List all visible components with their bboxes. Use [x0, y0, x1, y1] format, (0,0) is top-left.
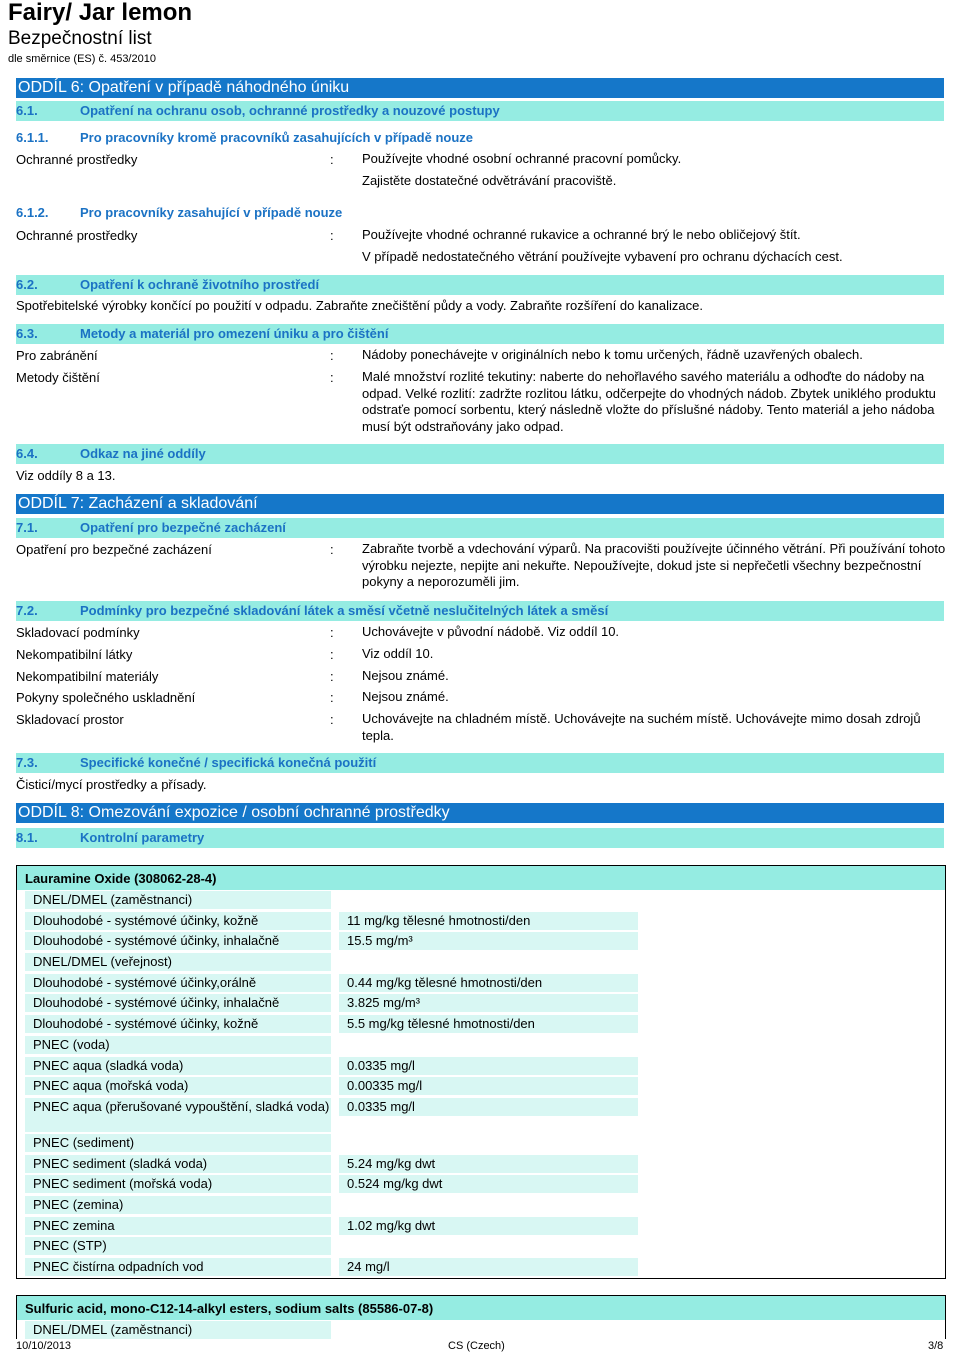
field-value: Nejsou známé. — [362, 668, 449, 683]
field-colon: : — [330, 542, 334, 557]
subsection-number: 6.1.2. — [16, 205, 49, 220]
table-header: Sulfuric acid, mono-C12-14-alkyl esters, sodium salts (85586-07-8) — [17, 1296, 945, 1320]
field-value: Viz oddíl 10. — [362, 646, 434, 661]
paragraph: Čisticí/mycí prostředky a přísady. — [16, 777, 207, 792]
table-cell-parameter: PNEC zemina — [25, 1217, 331, 1235]
field-label: Skladovací podmínky — [16, 625, 140, 640]
subsection-7-3-header — [16, 753, 944, 773]
field-value: Malé množství rozlité tekutiny: naberte do nehořlavého savého materiálu a odhoďte do nádoby na odpad. Velké rozlití: zadržte rozlitou látku, odčerpejte do vhodných nádob. Zbytek uniklého produktu odstraťe pomocí sorbentu, který následně vložte do příslušné nádoby. Tento materiál a jeho nádoba musí být odstraňovány jako odpad. — [362, 369, 936, 434]
field-value: Zajistěte dostatečné odvětrávání pracoviště. — [362, 173, 617, 188]
field-colon: : — [330, 690, 334, 705]
table-cell-value: 5.24 mg/kg dwt — [339, 1155, 638, 1173]
subsection-title: Odkaz na jiné oddíly — [80, 446, 206, 461]
table-cell-parameter: PNEC aqua (mořská voda) — [25, 1077, 331, 1095]
field-label: Nekompatibilní látky — [16, 647, 133, 662]
table-cell-parameter: Dlouhodobé - systémové účinky,orálně — [25, 974, 331, 992]
subsection-7-2-header — [16, 601, 944, 621]
footer-language: CS (Czech) — [448, 1340, 505, 1352]
table-cell-parameter: PNEC (STP) — [25, 1237, 331, 1255]
table-body — [17, 890, 945, 1278]
table-cell-value: 11 mg/kg tělesné hmotnosti/den — [339, 912, 638, 930]
table-row — [17, 1174, 945, 1195]
table-row — [17, 1097, 945, 1133]
field-value: Nejsou známé. — [362, 689, 449, 704]
field-colon: : — [330, 625, 334, 640]
table-cell-parameter: PNEC (zemina) — [25, 1196, 331, 1214]
table-row — [17, 1133, 945, 1154]
subsection-number: 8.1. — [16, 830, 38, 845]
table-row — [17, 931, 945, 952]
subsection-7-1-header — [16, 518, 944, 538]
subsection-number: 6.1. — [16, 103, 38, 118]
field-label: Ochranné prostředky — [16, 228, 138, 243]
table-cell-value: 0.0335 mg/l — [339, 1057, 638, 1075]
subsection-title: Pro pracovníky zasahující v případě nouze — [80, 205, 343, 220]
field-label: Pokyny společného uskladnění — [16, 690, 196, 705]
table-cell-parameter: PNEC sediment (sladká voda) — [25, 1155, 331, 1173]
subsection-title: Specifické konečné / specifická konečná použití — [80, 755, 377, 770]
field-value: Nádoby ponechávejte v originálních nebo k tomu určených, řádně uzavřených obalech. — [362, 347, 863, 362]
table-row — [17, 1035, 945, 1056]
subsection-number: 6.3. — [16, 326, 38, 341]
table-cell-value: 0.00335 mg/l — [339, 1077, 638, 1095]
table-cell-parameter: PNEC (voda) — [25, 1036, 331, 1054]
table-cell-parameter: Dlouhodobé - systémové účinky, inhalačně — [25, 932, 331, 950]
table-cell-parameter: PNEC sediment (mořská voda) — [25, 1175, 331, 1193]
table-cell-parameter: Dlouhodobé - systémové účinky, kožně — [25, 912, 331, 930]
table-body — [17, 1320, 945, 1341]
table-cell-value: 0.0335 mg/l — [339, 1098, 638, 1116]
field-colon: : — [330, 228, 334, 243]
subsection-8-1-header — [16, 828, 944, 848]
table-cell-value: 0.524 mg/kg dwt — [339, 1175, 638, 1193]
subsection-6-1-header — [16, 101, 944, 121]
subsection-number: 6.2. — [16, 277, 38, 292]
table-row — [17, 1257, 945, 1278]
field-colon: : — [330, 647, 334, 662]
subsection-title: Podmínky pro bezpečné skladování látek a směsí včetně neslučitelných látek a směsí — [80, 603, 609, 618]
subsection-6-4-header — [16, 444, 944, 464]
table-cell-parameter: PNEC aqua (sladká voda) — [25, 1057, 331, 1075]
section-6-header: ODDÍL 6: Opatření v případě náhodného úniku — [16, 78, 944, 98]
table-cell-value: 15.5 mg/m³ — [339, 932, 638, 950]
field-label: Pro zabránění — [16, 348, 98, 363]
table-row — [17, 890, 945, 911]
table-cell-parameter: PNEC čistírna odpadních vod — [25, 1258, 331, 1276]
document-subtitle: Bezpečnostní list — [8, 28, 152, 49]
paragraph: Spotřebitelské výrobky končící po použití v odpadu. Zabraňte znečištění půdy a vody. Zabraňte rozšíření do kanalizace. — [16, 298, 703, 313]
table-row — [17, 952, 945, 973]
subsection-6-2-header — [16, 275, 944, 295]
table-cell-parameter: PNEC (sediment) — [25, 1134, 331, 1152]
section-7-header: ODDÍL 7: Zacházení a skladování — [16, 494, 944, 514]
table-row — [17, 973, 945, 994]
table-row — [17, 1236, 945, 1257]
table-cell-parameter: PNEC aqua (přerušované vypouštění, sladká voda) — [25, 1098, 331, 1132]
field-label: Metody čištění — [16, 370, 100, 385]
table-cell-value: 5.5 mg/kg tělesné hmotnosti/den — [339, 1015, 638, 1033]
table-row — [17, 1195, 945, 1216]
field-label: Opatření pro bezpečné zacházení — [16, 542, 212, 557]
table-cell-value: 24 mg/l — [339, 1258, 638, 1276]
table-row — [17, 1056, 945, 1077]
subsection-title: Opatření pro bezpečné zacházení — [80, 520, 286, 535]
table-row — [17, 1014, 945, 1035]
table-cell-parameter: DNEL/DMEL (zaměstnanci) — [25, 891, 331, 909]
field-value: Uchovávejte v původní nádobě. Viz oddíl 10. — [362, 624, 620, 639]
field-value: V případě nedostatečného větrání používejte vybavení pro ochranu dýchacích cest. — [362, 249, 843, 264]
document-title: Fairy/ Jar lemon — [8, 0, 193, 26]
subsection-number: 6.1.1. — [16, 130, 49, 145]
field-colon: : — [330, 348, 334, 363]
field-label: Ochranné prostředky — [16, 152, 138, 167]
table-cell-value: 1.02 mg/kg dwt — [339, 1217, 638, 1235]
subsection-number: 7.3. — [16, 755, 38, 770]
field-value: Zabraňte tvorbě a vdechování výparů. Na pracovišti používejte účinného větrání. Při používání tohoto výrobku nejezte, nepijte ani nekuřte. Nepoužívejte, dokud jste si nepřečetli všechny bezpečnostní pokyny a neporozuměli jim. — [362, 541, 946, 589]
field-label: Nekompatibilní materiály — [16, 669, 159, 684]
field-value: Používejte vhodné osobní ochranné pracovní pomůcky. — [362, 151, 682, 166]
exposure-table-lauramine-oxide — [16, 865, 946, 1279]
table-header: Lauramine Oxide (308062-28-4) — [17, 866, 945, 890]
field-value: Uchovávejte na chladném místě. Uchovávejte na suchém místě. Uchovávejte mimo dosah zdrojů tepla. — [362, 711, 921, 743]
table-row — [17, 911, 945, 932]
table-row — [17, 1076, 945, 1097]
table-cell-value: 0.44 mg/kg tělesné hmotnosti/den — [339, 974, 638, 992]
field-value: Používejte vhodné ochranné rukavice a ochranné brý le nebo obličejový štít. — [362, 227, 801, 242]
table-cell-parameter: Dlouhodobé - systémové účinky, kožně — [25, 1015, 331, 1033]
regulation-line: dle směrnice (ES) č. 453/2010 — [8, 53, 156, 65]
subsection-number: 6.4. — [16, 446, 38, 461]
subsection-title: Kontrolní parametry — [80, 830, 205, 845]
field-colon: : — [330, 370, 334, 385]
field-colon: : — [330, 712, 334, 727]
field-label: Skladovací prostor — [16, 712, 124, 727]
footer-date: 10/10/2013 — [16, 1340, 72, 1352]
table-cell-value: 3.825 mg/m³ — [339, 994, 638, 1012]
field-colon: : — [330, 152, 334, 167]
subsection-title: Opatření k ochraně životního prostředí — [80, 277, 320, 292]
table-row — [17, 1320, 945, 1341]
table-row — [17, 1154, 945, 1175]
exposure-table-sulfuric-acid-esters — [16, 1295, 946, 1339]
table-row — [17, 993, 945, 1014]
paragraph: Viz oddíly 8 a 13. — [16, 468, 116, 483]
table-cell-parameter: Dlouhodobé - systémové účinky, inhalačně — [25, 994, 331, 1012]
subsection-title: Pro pracovníky kromě pracovníků zasahujících v případě nouze — [80, 130, 474, 145]
subsection-number: 7.1. — [16, 520, 38, 535]
subsection-title: Metody a materiál pro omezení úniku a pro čištění — [80, 326, 389, 341]
footer-page-number: 3/8 — [928, 1340, 944, 1352]
table-cell-parameter: DNEL/DMEL (veřejnost) — [25, 953, 331, 971]
subsection-title: Opatření na ochranu osob, ochranné prostředky a nouzové postupy — [80, 103, 500, 118]
section-8-header: ODDÍL 8: Omezování expozice / osobní ochranné prostředky — [16, 803, 944, 823]
table-row — [17, 1216, 945, 1237]
subsection-number: 7.2. — [16, 603, 38, 618]
table-cell-parameter: DNEL/DMEL (zaměstnanci) — [25, 1321, 331, 1339]
field-colon: : — [330, 669, 334, 684]
subsection-6-3-header — [16, 324, 944, 344]
